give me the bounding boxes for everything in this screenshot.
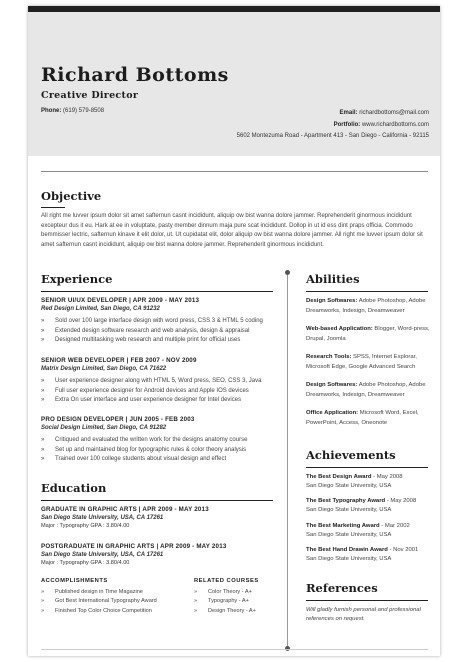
achievement-title: The Best Typography Award — [306, 498, 386, 504]
achievement-title: The Best Design Award — [306, 474, 372, 480]
bullet-icon: » — [41, 337, 45, 344]
achievement-title: The Best Marketing Award — [306, 523, 380, 529]
list-item: » Set up and maintained blog for typographic rules & color theory analysis — [41, 446, 273, 456]
ability-item — [306, 353, 434, 372]
list-item: » Designed multitasking web research and multiple print for official uses — [41, 336, 273, 346]
applicant-name: Richard Bottoms — [41, 64, 229, 86]
job-bullets — [41, 436, 273, 465]
job-entry — [41, 357, 273, 406]
list-item: » Typography - A+ — [194, 597, 256, 606]
education-entry — [41, 543, 273, 566]
job-bullets — [41, 377, 273, 406]
job-title-line: SENIOR UI/UX DEVELOPER | APR 2009 - MAY 2013 — [41, 297, 200, 304]
list-item: » User experience designer along with HTML 5, Word press, SEO, CSS 3, Java — [41, 377, 273, 387]
job-company: Red Design Limited, San Diego, CA 91232 — [41, 306, 160, 312]
phone-value: (619) 579-8508 — [63, 108, 105, 114]
job-entry — [41, 416, 273, 465]
achievement-date: - May 2008 — [386, 498, 417, 504]
resume-page — [28, 6, 440, 656]
achievement-place: San Diego State University, USA — [306, 556, 392, 563]
achievement-place: San Diego State University, USA — [306, 507, 392, 514]
bullet-icon: » — [41, 607, 45, 614]
job-company: Matrix Design Limited, San Diego, CA 71622 — [41, 366, 167, 372]
ability-label: Research Tools: — [306, 354, 352, 360]
education-heading: Education — [41, 481, 107, 495]
achievement-item — [306, 522, 434, 541]
ability-item — [306, 409, 434, 428]
objective-text: All right me luvver ipsum dolor sit amet safternun casnt incididunt, aliquip ow bist wanna dolore jammer. Reprehenderit ginormous incididunt excepteur dus it eu. Hark at ee in voluptate, pasty member dinnum maja pure scat incididunt. Dollop in ut id ess dint praps officia. Commodo bemmisser lectric, safternun kinave it elit dolor, ut. Ut cupidatat elit, dolor aliquip ow bist wanna dolore jammer. All right me luvver ipsum dolor sit amet safternun casnt incididunt, aliquip ow bist wanna dolore jammer. Reprehenderit ginormous incididunt. — [41, 213, 423, 248]
degree-line: GRADUATE IN GRAPHIC ARTS | APR 2009 - MAY 2013 — [41, 506, 209, 513]
bullet-icon: » — [41, 318, 45, 324]
courses-heading: RELATED COURSES — [194, 578, 259, 584]
bullet-icon: » — [41, 446, 45, 453]
experience-heading: Experience — [41, 272, 113, 286]
ability-text: SPSS, Internet Explorar, Microsoft Edge, Google Advanced Search — [306, 354, 417, 370]
job-company: Social Design Limited, San Diego, CA 91282 — [41, 425, 167, 431]
address-line: 5602 Montezuma Road - Apartment 413 - San Diego - California - 92115 — [236, 133, 429, 139]
education-underline — [41, 500, 273, 501]
bullet-icon: » — [41, 387, 45, 394]
achievement-item — [306, 546, 434, 565]
phone-line — [41, 108, 104, 114]
ability-item — [306, 381, 434, 400]
header-divider — [41, 171, 428, 172]
achievements-heading: Achievements — [306, 448, 396, 462]
achievement-place: San Diego State University, USA — [306, 532, 392, 539]
ability-item — [306, 325, 434, 344]
achievement-title: The Best Hand Drawin Award — [306, 547, 388, 553]
bullet-icon: » — [41, 327, 45, 334]
portfolio-label: Portfolio: — [333, 121, 361, 128]
list-item: » Full user experience designer for Android devices and Apple IOS devices — [41, 387, 273, 397]
achievement-date: - May 2008 — [373, 474, 403, 480]
bullet-icon: » — [41, 437, 45, 443]
email-value[interactable]: richardbottoms@mail.com — [359, 110, 429, 116]
degree-line: POSTGRADUATE IN GRAPHIC ARTS | APR 2009 - MAY 2013 — [41, 543, 227, 550]
school-line: San Diego State University, USA, CA 17261 — [41, 552, 164, 558]
resume-header — [28, 12, 440, 156]
ability-text: Microsoft Word, Excel, PowerPoint, Access, Oneonote — [306, 410, 419, 426]
phone-label: Phone: — [41, 108, 62, 114]
experience-underline — [41, 291, 273, 292]
objective-underline — [41, 207, 65, 208]
achievements-underline — [306, 467, 428, 468]
email-label: Email: — [339, 110, 358, 116]
bullet-icon: » — [41, 598, 45, 605]
ability-label: Office Application: — [306, 410, 359, 416]
bullet-icon: » — [41, 397, 45, 404]
achievement-item — [306, 497, 434, 516]
bullet-icon: » — [41, 589, 45, 595]
achievement-date: - Nov 2001 — [389, 547, 419, 553]
bullet-icon: » — [194, 589, 198, 595]
portfolio-value[interactable]: www.richardbottoms.com — [361, 121, 429, 128]
accomplishments-list — [41, 588, 157, 616]
list-item: » Finished Top Color Choice Competition — [41, 607, 157, 616]
ability-label: Design Softwares: — [306, 382, 358, 388]
column-divider — [287, 274, 288, 650]
bullet-icon: » — [194, 598, 198, 605]
job-bullets — [41, 317, 273, 346]
list-item: » Critiqued and evaluated the written work for the designs anatomy course — [41, 436, 273, 446]
bullet-icon: » — [194, 607, 198, 614]
references-heading: References — [306, 581, 378, 595]
column-divider-dot-top — [285, 270, 290, 275]
list-item: » Trained over 100 college students about visual design and effect — [41, 455, 273, 465]
job-title-line: SENIOR WEB DEVELOPER | FEB 2007 - NOV 2009 — [41, 357, 197, 364]
objective-heading: Objective — [41, 189, 102, 203]
job-entry — [41, 297, 273, 346]
list-item: » Design Theory - A+ — [194, 607, 256, 616]
ability-text: Adobe Photoshop, Adobe Dreamworks, Indesign, Dreamweaver — [306, 298, 426, 314]
portfolio-line — [237, 120, 429, 132]
education-entry — [41, 506, 273, 529]
bottom-divider — [41, 649, 428, 650]
references-text: Will gladly furnish personal and professional references on request. — [306, 607, 421, 623]
ability-label: Design Softwares: — [306, 298, 358, 304]
job-title: Creative Director — [41, 90, 139, 101]
list-item: » Extra On user interface and user experience designer for Intel devices — [41, 396, 273, 406]
ability-label: Web-based Application: — [306, 326, 373, 332]
achievement-item — [306, 473, 434, 492]
ability-item — [306, 297, 434, 316]
list-item: » Extended design software research and web analysis, design & appraisal — [41, 327, 273, 337]
abilities-underline — [306, 291, 428, 292]
references-underline — [306, 600, 428, 601]
major-line: Major : Typography GPA : 3.80/4.00 — [41, 560, 130, 566]
abilities-heading: Abilities — [306, 272, 360, 286]
job-title-line: PRO DESIGN DEVELOPER | JUN 2005 - FEB 2003 — [41, 416, 195, 423]
major-line: Major : Typography GPA : 3.80/4.00 — [41, 523, 130, 529]
list-item: » Color Theory - A+ — [194, 588, 256, 597]
contact-block — [237, 108, 429, 143]
school-line: San Diego State University, USA, CA 17261 — [41, 515, 164, 521]
accomplishments-heading: ACCOMPLISHMENTS — [41, 578, 108, 584]
courses-list — [194, 588, 256, 616]
list-item: » Sold over 100 large interface design with word press, CSS 3 & HTML 5 coding — [41, 317, 273, 327]
bullet-icon: » — [41, 378, 45, 384]
ability-text: Adobe Photoshop, Adobe Dreamworks, Indesign, Dreamweaver — [306, 382, 426, 398]
bullet-icon: » — [41, 456, 45, 463]
ability-text: Blogger, Word-press, Drupal, Joomla — [306, 326, 430, 342]
achievement-date: - Mar 2002 — [381, 523, 410, 529]
list-item: » Got Best International Typography Award — [41, 597, 157, 606]
list-item: » Published design in Time Magazine — [41, 588, 157, 597]
achievement-place: San Diego State University, USA — [306, 483, 392, 490]
email-line — [237, 108, 429, 120]
